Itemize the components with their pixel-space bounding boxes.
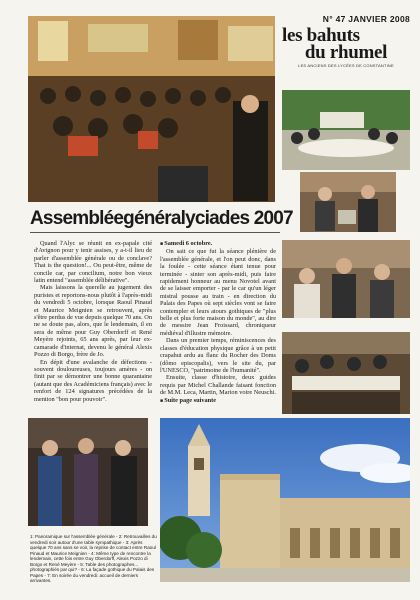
article-column-1 [34, 240, 152, 403]
masthead-title-line1: les bahuts [282, 25, 360, 46]
photo-evening-arrivals [28, 418, 148, 526]
continued-note: ■ Suite page suivante [160, 397, 276, 405]
photo-oberdorff-pozzo-meyere [282, 240, 410, 318]
photo-palais-des-papes [160, 418, 410, 582]
issue-number: N° 47 JANVIER 2008 [322, 14, 410, 24]
paragraph: Dans un premier temps, réminiscences des classes d'éducation physique grâce à un petit crapahut ardu au flanc du Rocher des Doms (dômo episcopalis), vers le site du, par l'UNESCO, "patrimoine de l'humanité". [160, 337, 276, 374]
paragraph: Mais laissons la querelle au jugement des puristes et reportons-nous plutôt à l'après-midi du vendredi 5 octobre, lorsque Raoul Pinaud et Maurice Meignien se retrouvent, après s'être perdus de vue depuis quelque 70 ans. On ne se doute pas, alors, que le lendemain, il en sera de même pour Guy Oberdorff et René Meyère rejoints, 65 ans après, par leur ex-camarade d'internat, devenu le général Alexis Pozzo di Borgo, frère de Jo. [34, 284, 152, 359]
paragraph: Ensuite, classe d'histoire, deux guides requis par Michel Challande faisant fonction de M.M. Leca, Martin, Marion voire Neuschi. [160, 374, 276, 397]
photo-captions: 1: Panoramique sur l'assemblée générale - 2: Retrouvailles du vendredi soir autour d'une table sympathique - 3: Après quelque 70 ans sans se voir, la reprise de contact entre Raoul Pinaud et Maurice Meignien - 4: Même type de rencontre la lendemain, cette fois entre Guy Oberdorff, Alexis Pozzo di Borgo et René Meyère - 5: Table des photographes... photographiés par qui? - 6: La façade gothique du Palais des Papes - 7: En soirée du vendredi: accueil de derniers arrivantes. [30, 534, 157, 583]
section-date: ■ Samedi 6 octobre. [160, 240, 276, 248]
article-headline: Assembléegénéralyciades 2007 [30, 208, 293, 229]
masthead-title-line2: du rhumel [304, 42, 388, 63]
photo-terrace-table [282, 90, 410, 170]
masthead-tagline: LES ANCIENS DES LYCÉES DE CONSTANTINE [298, 63, 394, 68]
photo-photographers-table [282, 332, 410, 414]
masthead [282, 14, 410, 68]
paragraph: En dépit d'une avalanche de défections - souvent douloureuses, toujours amères - on finit par se démontrer une bonne quarantaine (autant que des Académiciens français) avec le renfort de 124 signatures précédées de la mention "bon pour pouvoir". [34, 358, 152, 403]
paragraph: On sait ce que fut la séance plénière de l'assemblée générale, et l'on peut donc, dans la foulée - cette séance étant tenue pour terminée - sinter son après-midi, puis faire rapidement honneur au menu Novotel avant de se laisser emporter - par le car qu'un léger mistral pousse au train - en direction du Palais des Papes où sept siècles vont se faire contempler et leurs atours gothiques de "plus belle et plus forte maison du monde", au dire de messire Jean Froissard, chroniqueur médiéval d'illustre mémoire. [160, 248, 276, 337]
photo-assembly-hall [28, 16, 275, 202]
article-column-2 [160, 240, 276, 405]
headline-rule [30, 232, 280, 233]
paragraph: Quand l'Alyc se réunit en ex-papale cité d'Avignon pour y tenir assises, y a-t-il lieu de parler d'assemblée générale ou de conclave? That is the question!... Ou peut-être, même de concile car, par concilium, notre bon vieux latin entend "assemblée délibérative". [34, 240, 152, 285]
